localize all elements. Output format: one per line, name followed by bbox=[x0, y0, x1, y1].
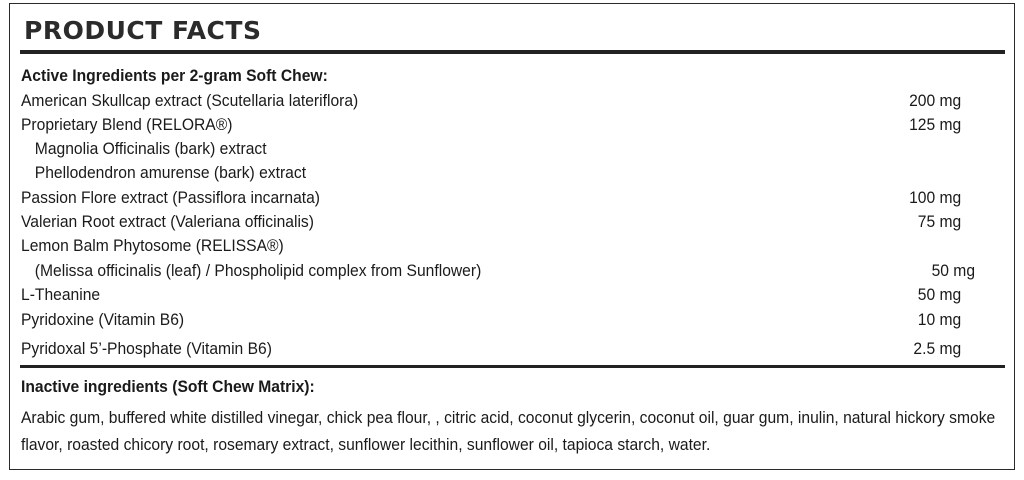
ingredient-amount: 50 mg bbox=[917, 285, 962, 304]
ingredient-name: Passion Flore extract (Passiflora incarnata) bbox=[21, 188, 321, 207]
ingredient-name: (Melissa officinalis (leaf) / Phospholipid complex from Sunflower) bbox=[34, 261, 482, 280]
panel-title: PRODUCT FACTS bbox=[24, 16, 262, 45]
ingredient-row bbox=[21, 309, 962, 331]
ingredient-name: L-Theanine bbox=[21, 285, 101, 304]
ingredient-amount: 75 mg bbox=[917, 212, 962, 231]
ingredient-amount: 10 mg bbox=[917, 310, 962, 329]
ingredient-row bbox=[21, 114, 962, 136]
ingredient-amount: 125 mg bbox=[909, 115, 962, 134]
ingredient-name: Valerian Root extract (Valeriana officinalis) bbox=[21, 212, 314, 231]
ingredient-row bbox=[21, 187, 962, 209]
ingredient-amount: 2.5 mg bbox=[913, 339, 962, 358]
ingredient-name: Pyridoxine (Vitamin B6) bbox=[21, 310, 185, 329]
ingredient-name: Magnolia Officinalis (bark) extract bbox=[34, 139, 267, 158]
active-ingredients-heading: Active Ingredients per 2-gram Soft Chew: bbox=[21, 66, 328, 85]
ingredient-row bbox=[21, 338, 962, 360]
ingredient-row bbox=[21, 260, 976, 282]
ingredient-row bbox=[21, 211, 962, 233]
ingredient-amount: 100 mg bbox=[909, 188, 962, 207]
ingredient-name: Phellodendron amurense (bark) extract bbox=[34, 163, 307, 182]
ingredient-name: Pyridoxal 5’-Phosphate (Vitamin B6) bbox=[21, 339, 272, 358]
ingredient-row bbox=[21, 90, 962, 112]
ingredient-name: Lemon Balm Phytosome (RELISSA®) bbox=[21, 236, 284, 255]
ingredient-row bbox=[21, 138, 920, 160]
ingredient-name: Proprietary Blend (RELORA®) bbox=[21, 115, 233, 134]
ingredient-row bbox=[21, 284, 962, 306]
title-divider bbox=[20, 50, 1005, 54]
section-divider bbox=[20, 365, 1005, 368]
inactive-ingredients-text: Arabic gum, buffered white distilled vinegar, chick pea flour, , citric acid, coconut glycerin, coconut oil, guar gum, inulin, natural hickory smoke flavor, roasted chicory root, rosemary extract, sunflower lecithin, sunflower oil, tapioca starch, water. bbox=[21, 408, 996, 454]
ingredient-row bbox=[21, 235, 906, 257]
ingredient-amount: 200 mg bbox=[909, 91, 962, 110]
inactive-ingredients-heading: Inactive ingredients (Soft Chew Matrix): bbox=[21, 377, 315, 396]
ingredient-row bbox=[21, 162, 920, 184]
ingredient-name: American Skullcap extract (Scutellaria lateriflora) bbox=[21, 91, 359, 110]
ingredient-amount: 50 mg bbox=[931, 261, 976, 280]
product-facts-panel bbox=[9, 3, 1015, 470]
